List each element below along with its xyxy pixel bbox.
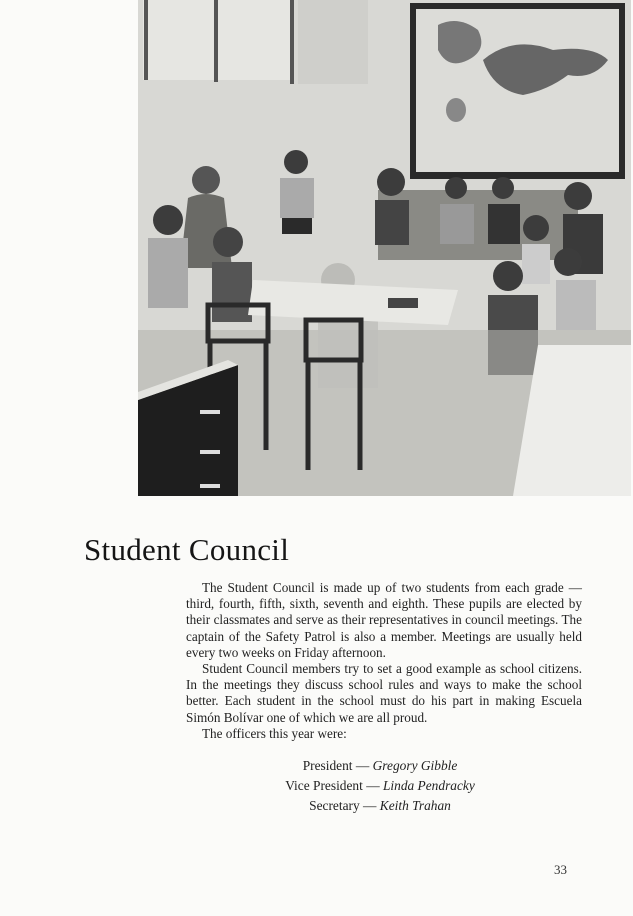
officer-entry (200, 756, 560, 776)
officer-role: Vice President (285, 778, 363, 793)
officer-name: Linda Pendracky (382, 778, 475, 793)
officer-entry (200, 776, 560, 796)
officer-entry (200, 796, 560, 816)
page-title: Student Council (84, 532, 290, 567)
page-number: 33 (554, 862, 567, 877)
student-council-photo (138, 0, 631, 496)
officer-name: Keith Trahan (379, 798, 451, 813)
officer-role: Secretary (309, 798, 360, 813)
paragraph: Student Council members try to set a good example as school citizens. In the meetings they discuss school rules and ways to make the school better. Each student in the school must do his part in making Escuela Simón Bolívar one of which we are all proud. (186, 661, 582, 725)
officer-name: Gregory Gibble (372, 758, 458, 773)
officer-role: President (302, 758, 353, 773)
officer-separator: — (366, 778, 380, 793)
paragraph: The Student Council is made up of two students from each grade —third, fourth, fifth, sixth, seventh and eighth. These pupils are elected by their classmates and serve as their representatives in council meetings. The captain of the Safety Patrol is also a member. Meetings are usually held every two weeks on Friday afternoon. (186, 580, 582, 660)
photo-illustration (138, 0, 631, 496)
article-body (186, 580, 582, 742)
officer-separator: — (363, 798, 377, 813)
officer-separator: — (355, 758, 370, 773)
officers-list (200, 756, 560, 816)
paragraph: The officers this year were: (202, 725, 347, 741)
